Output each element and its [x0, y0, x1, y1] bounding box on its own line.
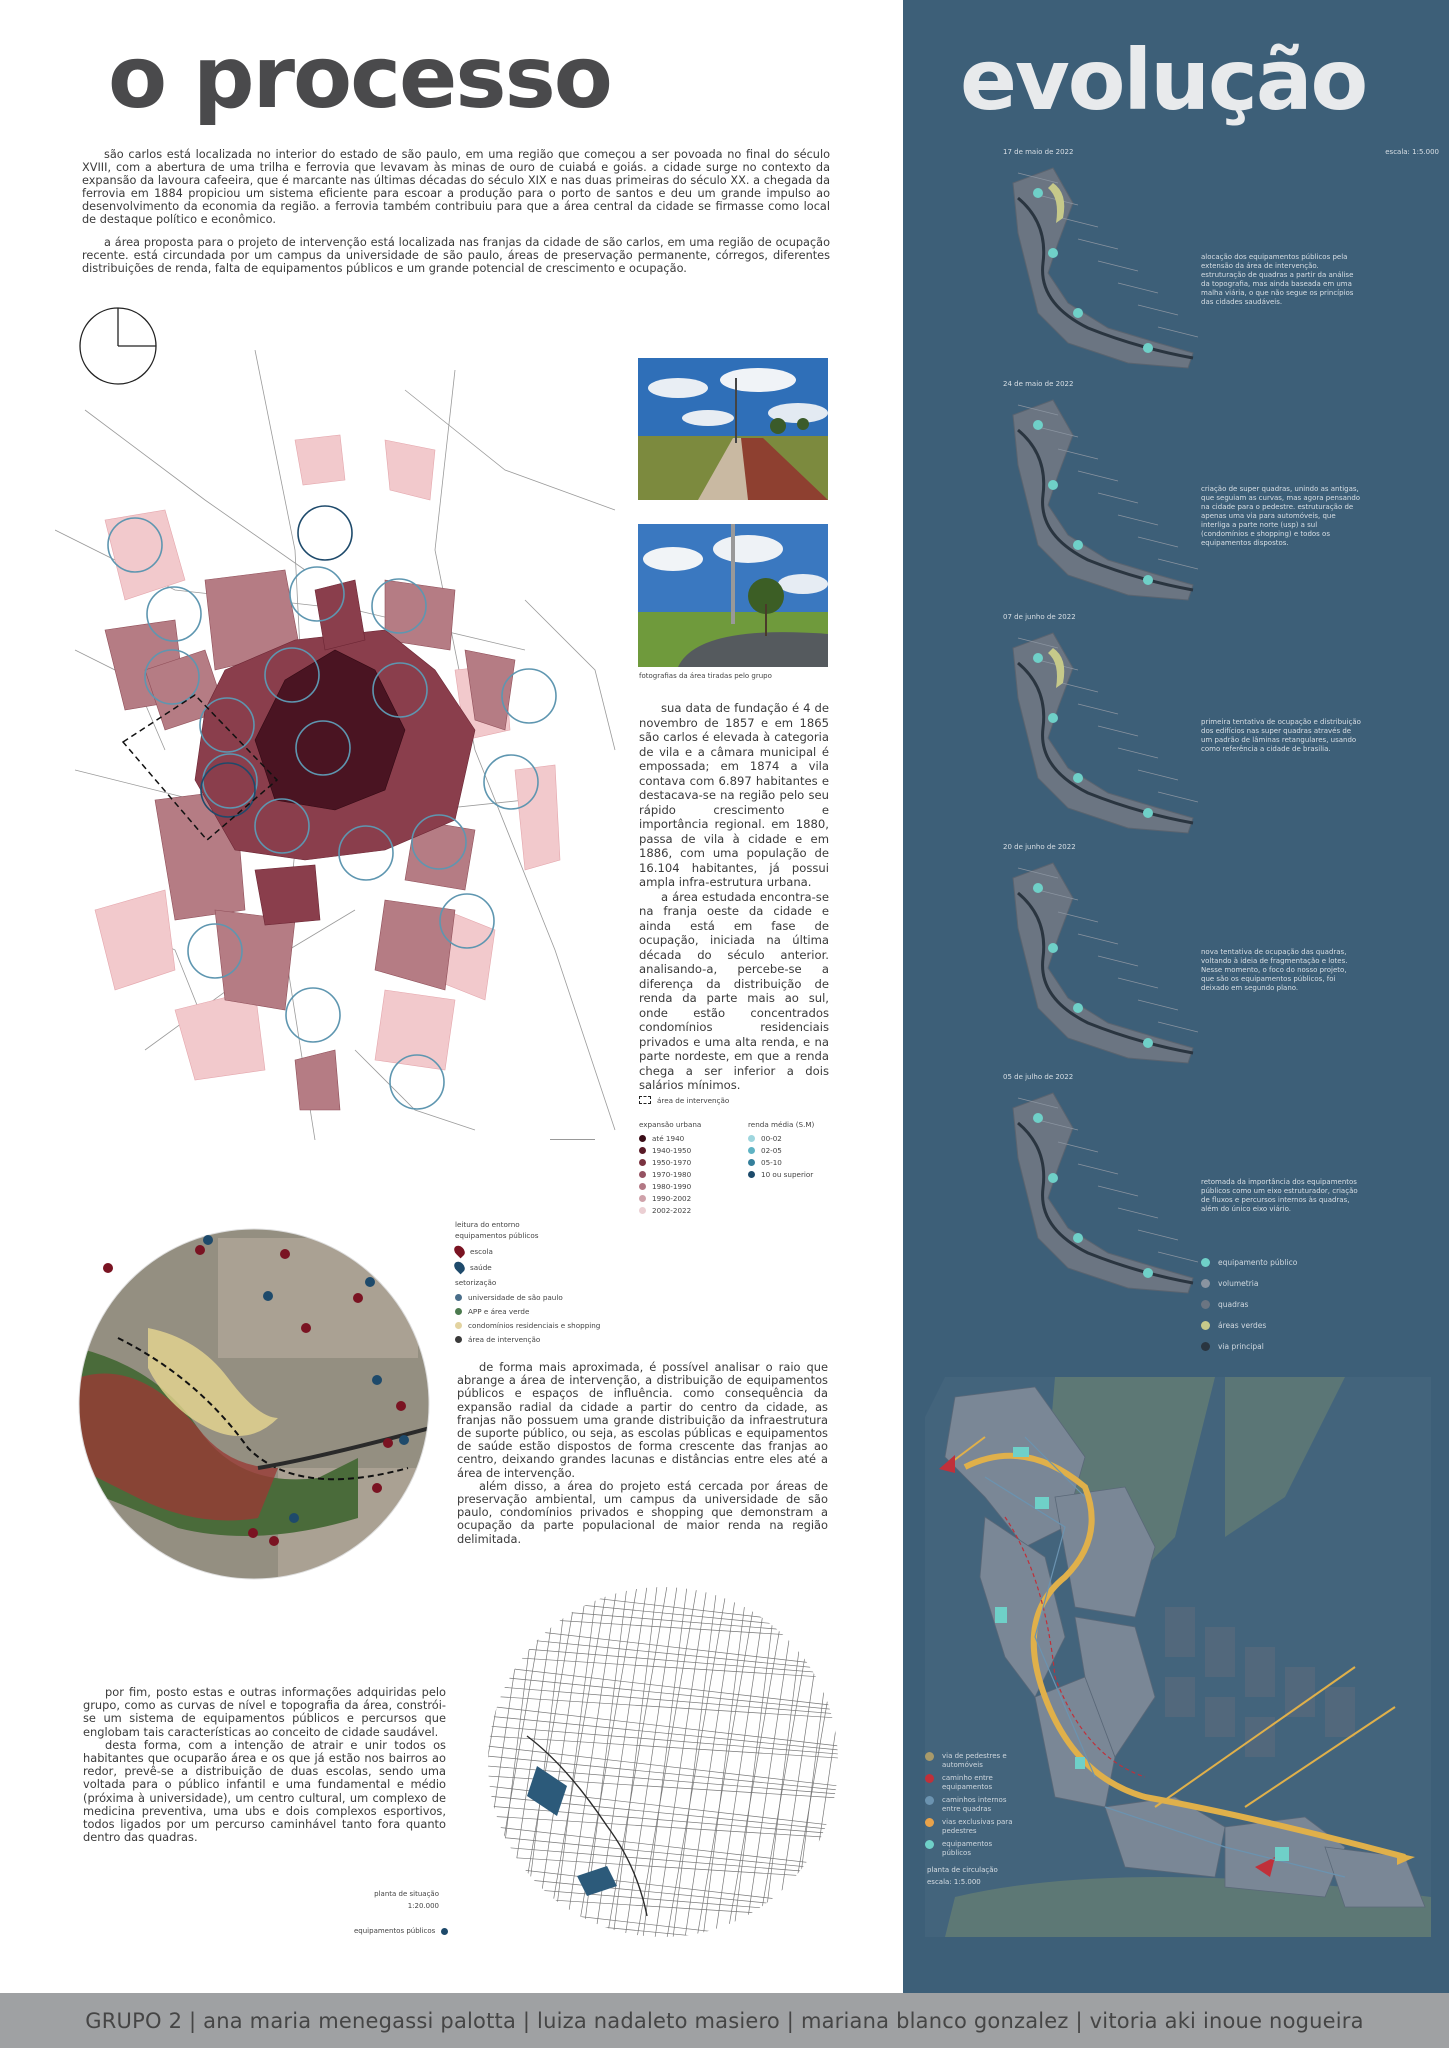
- stage-description: criação de super quadras, unindo as antigas, que seguiam as curvas, mas agora pensando na cidade para o pedestre. estruturação de apenas uma via para automóveis, que interliga a parte norte (usp) a sul (condomínios e shopping) e todos os equipamentos dispostos.: [1201, 485, 1361, 547]
- circulation-scale: escala: 1:5.000: [927, 1878, 981, 1886]
- expansion-legend-item: [639, 1204, 701, 1216]
- left-title: o processo: [108, 28, 611, 128]
- evolution-legend-label: áreas verdes: [1218, 1321, 1267, 1330]
- expansion-legend-item: [639, 1168, 701, 1180]
- stage-description: nova tentativa de ocupação das quadras, voltando à ideia de fragmentação e lotes. Nesse momento, o foco do nosso projeto, que são os equipamentos públicos, foi deixado em segundo plano.: [1201, 948, 1348, 992]
- stage-date: 24 de maio de 2022: [1003, 380, 1074, 388]
- expansion-legend-label: até 1940: [652, 1133, 685, 1143]
- sector-legend-label: APP e área verde: [468, 1306, 530, 1316]
- stage-plan-diagram: [998, 395, 1198, 605]
- circulation-legend: [925, 1752, 1022, 1862]
- history-paragraph-1: sua data de fundação é 4 de novembro de 1857 e em 1865 são carlos é elevada à categoria de vila e a câmara municipal é empossada; em 1874 a vila contava com 6.897 habitantes e destacava-se na região pelo seu rápido crescimento e importância regional. em 1880, passa de vila à cidade e em 1886, com uma população de 16.104 habitantes, já possui ampla infra-estrutura urbana.: [639, 701, 829, 889]
- pin-legend-label: escola: [470, 1246, 493, 1256]
- situation-plan-scale: 1:20.000: [407, 1902, 439, 1910]
- stage-date: 07 de junho de 2022: [1003, 613, 1076, 621]
- circulation-legend-label: via de pedestres e automóveis: [942, 1752, 1007, 1769]
- sector-legend-label: condomínios residenciais e shopping: [468, 1320, 601, 1330]
- legend-dot-icon: [639, 1159, 646, 1166]
- stage-description: alocação dos equipamentos públicos pela extensão da área de intervenção. estruturação de quadras a partir da análise da topografia, mas ainda baseada em uma malha viária, o que não segue os princípios das cidades saudáveis.: [1201, 253, 1354, 306]
- expansion-legend-label: 1970-1980: [652, 1169, 692, 1179]
- stage-description: retomada da importância dos equipamentos públicos como um eixo estruturador, criação de fluxos e percursos internos às quadras, além do único eixo viário.: [1201, 1178, 1358, 1213]
- pin-legend-item: [455, 1243, 655, 1259]
- circulation-legend-label: equipamentos públicos: [942, 1840, 993, 1857]
- intro-paragraph-1: são carlos está localizada no interior do estado de são paulo, em uma região que começou a ser povoada no final do século XVIII, com a abertura de uma trilha e ferrovia que levavam às minas de ouro de cuiabá e goiás. a cidade surge no contexto da expansão da lavoura cafeeira, que é marcante nas últimas décadas do século XIX e nas duas primeiras do século XX. a chegada da ferrovia em 1884 propiciou um sistema eficiente para escoar a produção para o porto de santos e deu um grande impulso ao desenvolvimento da economia da região. a ferrovia também contribuiu para que a área central da cidade se firmasse como local de destaque político e econômico.: [82, 148, 830, 226]
- sector-legend-item: [455, 1304, 655, 1318]
- circulation-legend-label: vias exclusivas para pedestres: [942, 1818, 1013, 1835]
- income-legend-title: renda média (S.M): [748, 1120, 815, 1129]
- sector-legend-label: universidade de são paulo: [468, 1292, 563, 1302]
- expansion-legend-label: 1980-1990: [652, 1181, 692, 1191]
- circulation-legend-item: [925, 1818, 1022, 1840]
- stage-plan-diagram: [998, 858, 1198, 1068]
- radius-paragraph-2: além disso, a área do projeto está cercada por áreas de preservação ambiental, um campus da universidade de são paulo, condomínios privados e shopping que demonstram a ocupação da parte populacional de maior renda na região delimitada.: [457, 1478, 828, 1546]
- stage-description: primeira tentativa de ocupação e distribuição dos edifícios nas super quadras através de um padrão de lâminas retangulares, usando como referência a cidade de brasília.: [1201, 718, 1361, 753]
- history-text: [639, 701, 829, 1093]
- legend-dot-icon: [639, 1195, 646, 1202]
- legend-dot-icon: [1201, 1258, 1210, 1267]
- intro-text: [82, 148, 830, 275]
- evolution-legend-label: equipamento público: [1218, 1258, 1298, 1267]
- satellite-circle-map: [78, 1228, 430, 1580]
- legend-dot-icon: [925, 1752, 934, 1761]
- intervention-area-label: área de intervenção: [657, 1095, 730, 1105]
- sector-legend-item: [455, 1318, 655, 1332]
- reading-legend: [455, 1220, 655, 1346]
- stage-date: 05 de julho de 2022: [1003, 1073, 1074, 1081]
- circulation-title: planta de circulação: [927, 1866, 998, 1874]
- circulation-legend-label: caminhos internos entre quadras: [942, 1796, 1007, 1813]
- circulation-legend-item: [925, 1796, 1022, 1818]
- evolution-legend-item: [1201, 1252, 1297, 1273]
- final-paragraph-1: por fim, posto estas e outras informações adquiridas pelo grupo, como as curvas de nível e topografia da área, constrói-se um sistema de equipamentos públicos e percursos que englobam tais características ao conceito de cidade saudável.: [83, 1685, 446, 1739]
- income-legend-item: [748, 1156, 814, 1168]
- expansion-legend-item: [639, 1180, 701, 1192]
- legend-dot-icon: [748, 1159, 755, 1166]
- area-photo-2: [638, 524, 828, 667]
- evolution-legend-label: volumetria: [1218, 1279, 1259, 1288]
- footer-credits: GRUPO 2 | ana maria menegassi palotta | luiza nadaleto masiero | mariana blanco gonzalez | vitoria aki inoue nogueira: [85, 2008, 1364, 2033]
- radius-text: [457, 1361, 828, 1546]
- radius-paragraph-1: de forma mais aproximada, é possível analisar o raio que abrange a área de intervenção, a distribuição de equipamentos públicos e espaços de influência. como consequência da expansão radial da cidade a partir do centro da cidade, as franjas não possuem uma grande distribuição da infraestrutura de suporte público, ou seja, as escolas públicas e equipamentos de saúde estão dispostos de forma crescente das franjas ao centro, deixando grandes lacunas e distâncias entre eles até a área de intervenção.: [457, 1360, 828, 1480]
- income-legend-label: 00-02: [761, 1133, 782, 1143]
- evolution-legend-label: quadras: [1218, 1300, 1249, 1309]
- evolution-legend-item: [1201, 1336, 1297, 1357]
- legend-dot-icon: [639, 1171, 646, 1178]
- legend-dot-icon: [1201, 1300, 1210, 1309]
- evolution-scale: escala: 1:5.000: [1385, 148, 1439, 156]
- evolution-legend-item: [1201, 1294, 1297, 1315]
- expansion-legend-label: 1940-1950: [652, 1145, 692, 1155]
- legend-dot-icon: [639, 1147, 646, 1154]
- expansion-legend-item: [639, 1192, 701, 1204]
- reading-legend-title: leitura do entorno: [455, 1220, 520, 1229]
- expansion-legend-item: [639, 1156, 701, 1168]
- situation-plan-legend-label: equipamentos públicos: [354, 1927, 436, 1935]
- legend-dot-icon: [639, 1207, 646, 1214]
- right-title: evolução: [960, 31, 1367, 129]
- expansion-legend-label: 2002-2022: [652, 1205, 692, 1215]
- stage-plan-diagram: [998, 628, 1198, 838]
- legend-dot-icon: [455, 1308, 462, 1315]
- legend-dot-icon: [925, 1774, 934, 1783]
- situation-plan-legend: [354, 1925, 448, 1937]
- final-text: [83, 1686, 446, 1844]
- income-legend-item: [748, 1168, 814, 1180]
- reading-legend-subtitle: equipamentos públicos: [455, 1231, 539, 1240]
- area-photo-1: [638, 358, 828, 500]
- expansion-legend-label: 1950-1970: [652, 1157, 692, 1167]
- legend-dot-icon: [1201, 1342, 1210, 1351]
- legend-dot-icon: [748, 1135, 755, 1142]
- circulation-legend-item: [925, 1840, 1022, 1862]
- city-expansion-map: [55, 350, 625, 1140]
- sector-legend-title: setorização: [455, 1278, 497, 1287]
- legend-dot-icon: [455, 1336, 462, 1343]
- pin-legend-item: [455, 1259, 655, 1275]
- right-panel: [903, 0, 1449, 1993]
- expansion-legend-title: expansão urbana: [639, 1120, 702, 1129]
- legend-dot-icon: [1201, 1321, 1210, 1330]
- situation-plan-title: planta de situação: [374, 1890, 439, 1898]
- final-paragraph-2: desta forma, com a intenção de atrair e unir todos os habitantes que ocuparão área e os que já estão nos bairros ao redor, prevê-se a distribuição de duas escolas, sendo uma voltada para o público infantil e uma fundamental e médio (próxima à universidade), um centro cultural, um complexo de medicina preventiva, uma ubs e dois complexos esportivos, todos ligados por um percurso caminhável tanto fora quanto dentro das quadras.: [83, 1737, 446, 1845]
- stage-date: 20 de junho de 2022: [1003, 843, 1076, 851]
- intervention-area-legend: [639, 1094, 729, 1106]
- legend-dot-icon: [925, 1840, 934, 1849]
- equipment-dot-icon: [441, 1928, 448, 1935]
- legend-dot-icon: [455, 1322, 462, 1329]
- intro-paragraph-2: a área proposta para o projeto de intervenção está localizada nas franjas da cidade de são carlos, em uma região de ocupação recente. está circundada por um campus da universidade de são paulo, áreas de preservação permanente, córregos, diferentes distribuições de renda, falta de equipamentos públicos e um grande potencial de crescimento e ocupação.: [82, 236, 830, 275]
- stage-plan-diagram: [998, 163, 1198, 373]
- legend-dot-icon: [455, 1294, 462, 1301]
- photo-caption: fotografias da área tiradas pelo grupo: [639, 672, 772, 680]
- circulation-legend-label: caminho entre equipamentos: [942, 1774, 993, 1791]
- expansion-legend: [639, 1120, 701, 1216]
- pin-legend-label: saúde: [470, 1262, 492, 1272]
- income-legend: [748, 1120, 814, 1180]
- income-legend-item: [748, 1132, 814, 1144]
- map-pin-icon: [452, 1260, 467, 1275]
- evolution-legend-item: [1201, 1315, 1297, 1336]
- dashed-box-icon: [639, 1096, 651, 1104]
- circulation-legend-item: [925, 1752, 1022, 1774]
- stage-date: 17 de maio de 2022: [1003, 148, 1074, 156]
- expansion-legend-item: [639, 1144, 701, 1156]
- circulation-legend-item: [925, 1774, 1022, 1796]
- income-legend-item: [748, 1144, 814, 1156]
- income-legend-label: 02-05: [761, 1145, 782, 1155]
- footer-bar: [0, 1993, 1449, 2048]
- evolution-legend: [1201, 1252, 1297, 1357]
- income-legend-label: 10 ou superior: [761, 1169, 814, 1179]
- legend-dot-icon: [1201, 1279, 1210, 1288]
- stage-plan-diagram: [998, 1088, 1198, 1298]
- legend-dot-icon: [639, 1135, 646, 1142]
- map-pin-icon: [452, 1244, 467, 1259]
- legend-dot-icon: [925, 1818, 934, 1827]
- situation-plan-map: [487, 1586, 839, 1938]
- sector-legend-item: [455, 1332, 655, 1346]
- legend-dot-icon: [748, 1171, 755, 1178]
- legend-dot-icon: [639, 1183, 646, 1190]
- legend-dot-icon: [748, 1147, 755, 1154]
- expansion-legend-label: 1990-2002: [652, 1193, 692, 1203]
- evolution-legend-item: [1201, 1273, 1297, 1294]
- sector-legend-item: [455, 1290, 655, 1304]
- sector-legend-label: área de intervenção: [468, 1334, 541, 1344]
- income-legend-label: 05-10: [761, 1157, 782, 1167]
- legend-dot-icon: [925, 1796, 934, 1805]
- evolution-legend-label: via principal: [1218, 1342, 1264, 1351]
- history-paragraph-2: a área estudada encontra-se na franja oeste da cidade e ainda está em fase de ocupação, iniciada na última década do século anterior. analisando-a, percebe-se a diferença da distribuição de renda da parte mais ao sul, onde estão concentrados condomínios residenciais privados e uma alta renda, e na parte nordeste, em que a renda chega a ser inferior a dois salários mínimos.: [639, 889, 829, 1092]
- expansion-legend-item: [639, 1132, 701, 1144]
